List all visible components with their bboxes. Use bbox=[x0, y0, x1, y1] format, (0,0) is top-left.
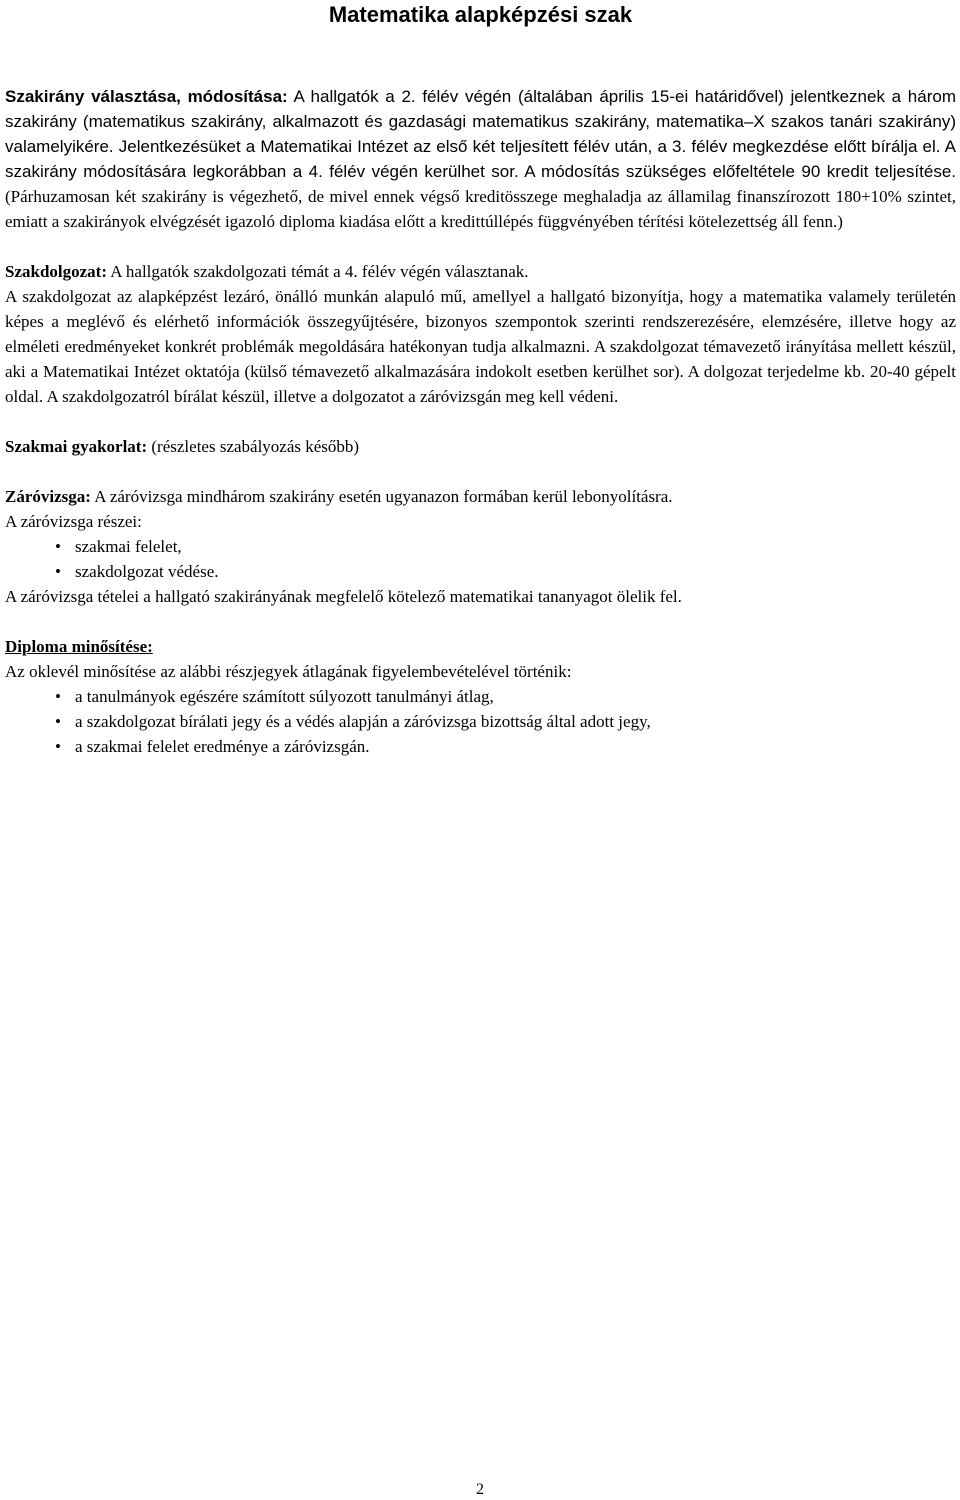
zarovizsga-closing: A záróvizsga tételei a hallgató szakirányának megfelelő kötelező matematikai tananyagot ölelik fel. bbox=[5, 587, 682, 606]
bullet-icon: • bbox=[55, 712, 61, 731]
diploma-heading: Diploma minősítése: bbox=[5, 637, 153, 656]
list-item: • szakdolgozat védése. bbox=[5, 559, 956, 584]
bullet-icon: • bbox=[55, 537, 61, 556]
zarovizsga-text: A záróvizsga mindhárom szakirány esetén ugyanazon formában kerül lebonyolításra. bbox=[90, 487, 673, 506]
page-number: 2 bbox=[476, 1481, 484, 1498]
list-item: • szakmai felelet, bbox=[5, 534, 956, 559]
szakirany-section bbox=[5, 84, 956, 234]
szakdolgozat-intro: A hallgatók szakdolgozati témát a 4. félév végén választanak. bbox=[107, 262, 529, 281]
bullet-icon: • bbox=[55, 687, 61, 706]
diploma-heading-line bbox=[5, 634, 956, 659]
list-item: • a szakmai felelet eredménye a záróvizsgán. bbox=[5, 734, 956, 759]
gyakorlat-heading: Szakmai gyakorlat: bbox=[5, 437, 148, 456]
szakirany-text: A hallgatók a 2. félév végén (általában április 15-ei határidővel) jelentkeznek a három szakirány (matematikus szakirány, alkalmazott és gazdasági matematikus szakirány, matematika–X szakos tanári szakirány) valamelyikére. Jelentkezésüket a Matematikai Intézet az első két teljesített félév után, a 3. félév megkezdése előtt bírálja el. A szakirány módosítására legkorábban a 4. félév végén kerülhet sor. A módosítás szükséges előfeltétele 90 kredit teljesítése. bbox=[5, 87, 956, 181]
diploma-list bbox=[5, 684, 956, 759]
zarovizsga-heading: Záróvizsga: bbox=[5, 487, 91, 506]
list-item: • a szakdolgozat bírálati jegy és a védés alapján a záróvizsga bizottság által adott jegy, bbox=[5, 709, 956, 734]
list-item: • a tanulmányok egészére számított súlyozott tanulmányi átlag, bbox=[5, 684, 956, 709]
szakirany-text-2: (Párhuzamosan két szakirány is végezhető, de mivel ennek végső kreditösszege meghaladja az államilag finanszírozott 180+10% szintet, emiatt a szakirányok elvégzését igazoló diploma kiadása előtt a kredittúllépés függvényében térítési kötelezettség áll fenn.) bbox=[5, 187, 956, 231]
szakdolgozat-intro-paragraph bbox=[5, 259, 956, 284]
gyakorlat-text: (részletes szabályozás később) bbox=[147, 437, 360, 456]
bullet-icon: • bbox=[55, 737, 61, 756]
szakirany-heading: Szakirány választása, módosítása: bbox=[5, 87, 288, 106]
page-title: Matematika alapképzési szak bbox=[328, 2, 633, 27]
szakdolgozat-heading: Szakdolgozat: bbox=[5, 262, 107, 281]
zarovizsga-paragraph bbox=[5, 484, 956, 509]
document-page bbox=[5, 0, 956, 759]
zarovizsga-parts-label: A záróvizsga részei: bbox=[5, 512, 142, 531]
gyakorlat-paragraph bbox=[5, 434, 956, 459]
bullet-icon: • bbox=[55, 562, 61, 581]
diploma-intro: Az oklevél minősítése az alábbi részjegyek átlagának figyelembevételével történik: bbox=[5, 662, 572, 681]
zarovizsga-parts-list bbox=[5, 534, 956, 584]
szakdolgozat-text: A szakdolgozat az alapképzést lezáró, önálló munkán alapuló mű, amellyel a hallgató bizonyítja, hogy a matematika valamely területén képes a meglévő és elérhető információk összegyűjtésére, bizonyos szempontok szerinti rendszerezésére, elemzésére, illetve hogy az elméleti eredményeket konkrét problémák megoldására hatékonyan tudja alkalmazni. A szakdolgozat témavezető irányítása mellett készül, aki a Matematikai Intézet oktatója (külső témavezető alkalmazására indokolt esetben kerülhet sor). A dolgozat terjedelme kb. 20-40 gépelt oldal. A szakdolgozatról bírálat készül, illetve a dolgozatot a záróvizsgán meg kell védeni. bbox=[5, 287, 956, 406]
